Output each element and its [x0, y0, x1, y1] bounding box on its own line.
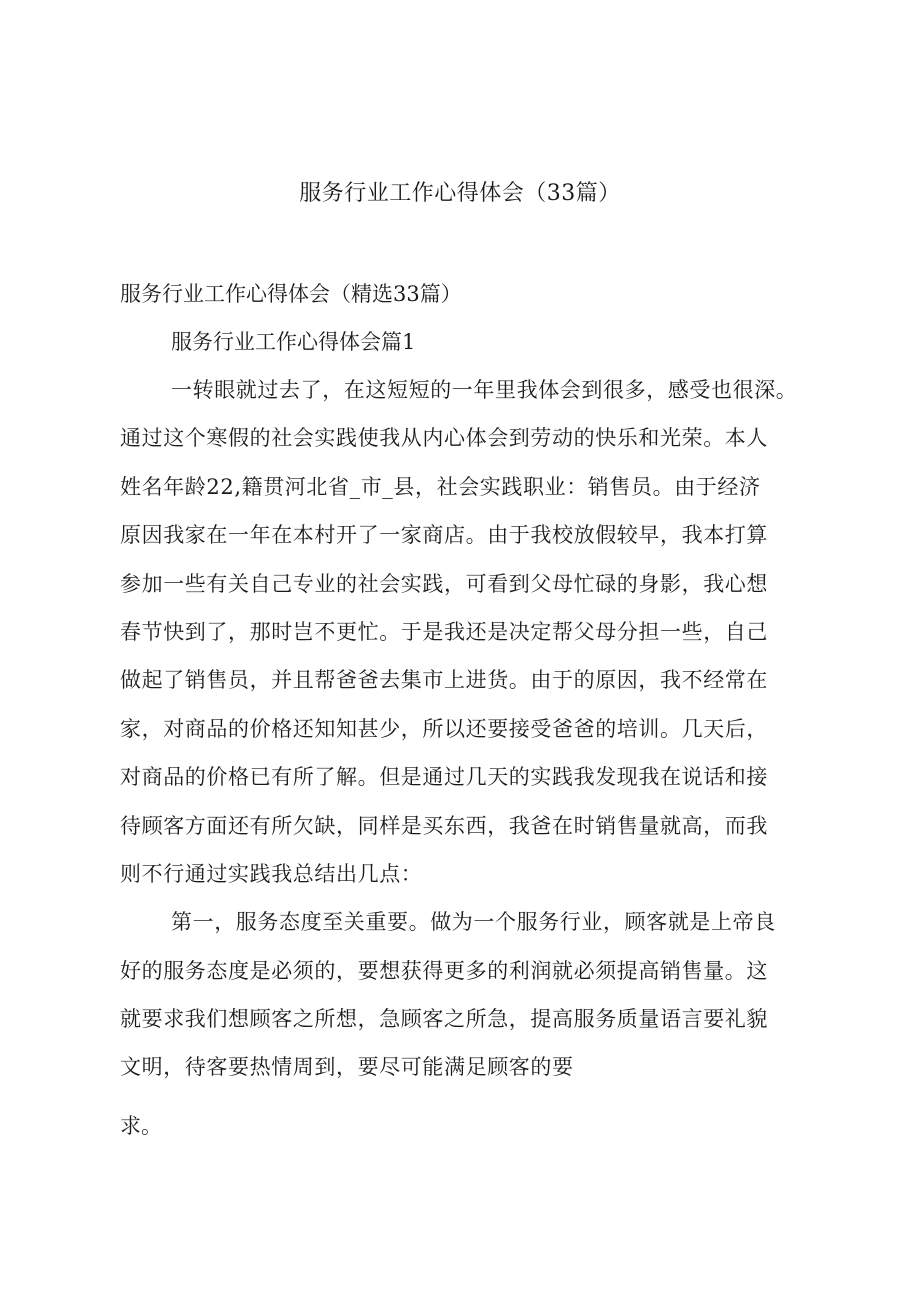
body-line: 春节快到了，那时岂不更忙。于是我还是决定帮父母分担一些，自己 — [120, 619, 768, 644]
body-text — [120, 372, 820, 1098]
body-line: 待顾客方面还有所欠缺，同样是买东西，我爸在时销售量就高，而我 — [120, 813, 768, 838]
body-line: 文明，待客要热情周到，要尽可能满足顾客的要 — [120, 1055, 574, 1080]
body-line: 则不行通过实践我总结出几点： — [120, 861, 423, 886]
document-title: 服务行业工作心得体会（33篇） — [299, 181, 621, 206]
body-line: 原因我家在一年在本村开了一家商店。由于我校放假较早，我本打算 — [120, 523, 768, 548]
body-line: 参加一些有关自己专业的社会实践，可看到父母忙碌的身影，我心想 — [120, 571, 768, 596]
body-line: 家，对商品的价格还知知甚少，所以还要接受爸爸的培训。几天后， — [120, 716, 768, 741]
body-line: 第一，服务态度至关重要。做为一个服务行业，顾客就是上帝良 — [171, 910, 776, 935]
body-line: 通过这个寒假的社会实践使我从内心体会到劳动的快乐和光荣。本人 — [120, 426, 768, 451]
document-subtitle: 服务行业工作心得体会（精选33篇） — [120, 282, 462, 306]
section-heading: 服务行业工作心得体会篇1 — [171, 330, 416, 354]
body-line: 姓名年龄22,籍贯河北省_市_县，社会实践职业：销售员。由于经济 — [120, 474, 761, 499]
body-line: 做起了销售员，并且帮爸爸去集市上进货。由于的原因，我不经常在 — [120, 668, 768, 693]
body-line: 对商品的价格已有所了解。但是通过几天的实践我发现我在说话和接 — [120, 765, 768, 790]
trailing-text: 求。 — [120, 1114, 162, 1138]
body-line: 好的服务态度是必须的，要想获得更多的利润就必须提高销售量。这 — [120, 958, 768, 983]
body-line: 一转眼就过去了，在这短短的一年里我体会到很多，感受也很深。 — [171, 378, 798, 402]
body-line: 就要求我们想顾客之所想，急顾客之所急，提高服务质量语言要礼貌 — [120, 1007, 768, 1032]
